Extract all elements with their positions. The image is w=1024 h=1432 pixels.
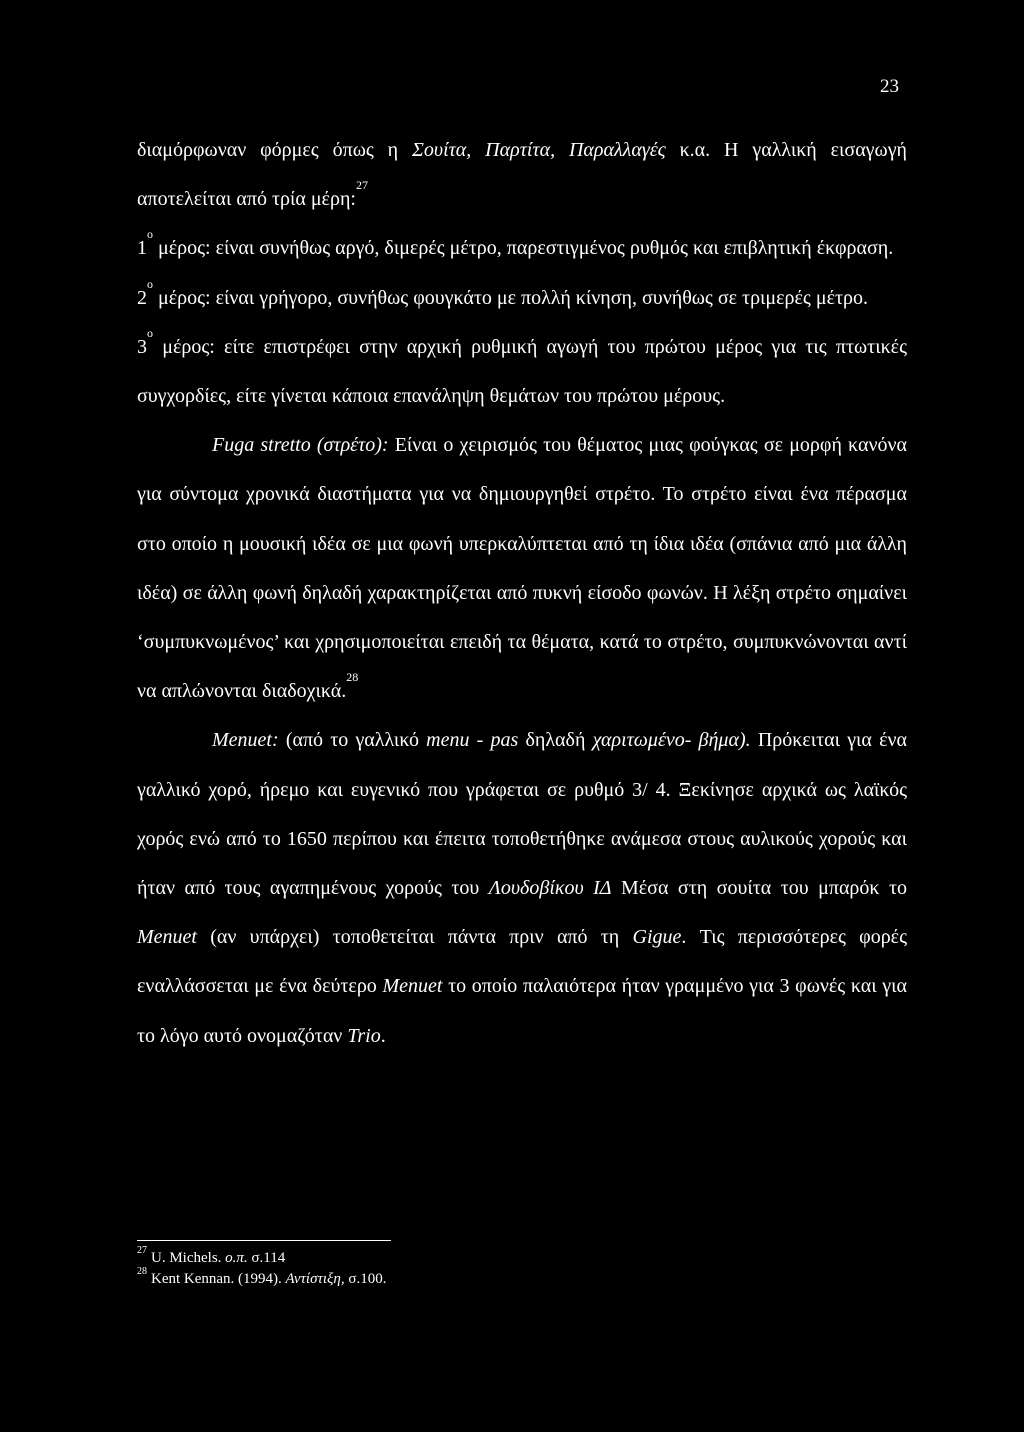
footnote-number: 28 bbox=[137, 1266, 147, 1277]
footnote-divider bbox=[137, 1240, 391, 1241]
paragraph-part-3 bbox=[137, 323, 907, 421]
footnote-text: σ.100. bbox=[344, 1271, 387, 1287]
italic-run: χαριτωμένο- βήμα). bbox=[592, 729, 751, 752]
footnote-italic: ο.π. bbox=[225, 1250, 248, 1266]
text-run: διαμόρφωναν φόρμες όπως η bbox=[137, 139, 413, 161]
italic-forms: Σουίτα, Παρτίτα, Παραλλαγές bbox=[412, 139, 666, 161]
footnote-text: U. Michels. bbox=[151, 1250, 226, 1266]
italic-run: Gigue bbox=[632, 926, 682, 949]
text-run: . Τις περισσότερες φορές εναλλάσσεται με ένα δεύτερο bbox=[137, 926, 907, 998]
italic-run: Menuet bbox=[137, 926, 197, 949]
italic-run: Λουδοβίκου ΙΔ bbox=[488, 877, 612, 900]
italic-run: menu - pas bbox=[426, 729, 519, 752]
part-number: 2 bbox=[137, 286, 147, 309]
paragraph-part-1 bbox=[137, 224, 907, 273]
text-run: Μέσα στη σουίτα του μπαρόκ το bbox=[611, 877, 907, 900]
footnote-27 bbox=[137, 1245, 837, 1269]
italic-run: Trio bbox=[347, 1024, 381, 1047]
text-run: μέρος: είναι γρήγορο, συνήθως φουγκάτο με πολλή κίνηση, συνήθως σε τριμερές μέτρο. bbox=[153, 286, 868, 309]
text-run: μέρος: είτε επιστρέφει στην αρχική ρυθμική αγωγή του πρώτου μέρος για τις πτωτικές συγχορδίες, είτε γίνεται κάποια επανάληψη θεμάτων του πρώτου μέρους. bbox=[137, 335, 907, 408]
ordinal-mark: ο bbox=[147, 276, 153, 291]
text-run: (από το γαλλικό bbox=[278, 729, 427, 752]
footnote-ref-27: 27 bbox=[355, 178, 368, 193]
paragraph-intro bbox=[137, 126, 907, 224]
footnote-ref-28: 28 bbox=[346, 670, 359, 685]
italic-run: Menuet bbox=[382, 975, 443, 998]
text-run: (αν υπάρχει) τοποθετείται πάντα πριν από τη bbox=[196, 926, 633, 949]
page-number: 23 bbox=[880, 76, 899, 97]
term-fuga-stretto: Fuga stretto (στρέτο): bbox=[212, 434, 389, 457]
footnote-text: Kent Kennan. (1994). bbox=[151, 1271, 286, 1287]
paragraph-part-2 bbox=[137, 274, 907, 323]
footnote-text: σ.114 bbox=[247, 1250, 286, 1266]
footnote-italic: Αντίστιξη, bbox=[285, 1271, 345, 1287]
footnote-28 bbox=[137, 1266, 837, 1290]
text-run: κ.α. Η γαλλική εισαγωγή αποτελείται από τρία μέρη: bbox=[137, 139, 907, 211]
footnote-number: 27 bbox=[137, 1245, 147, 1256]
text-run: δηλαδή bbox=[518, 729, 593, 752]
text-run: Πρόκειται για ένα γαλλικό χορό, ήρεμο και ευγενικό που γράφεται σε ρυθμό 3/ 4. Ξεκίνησε αρχικά ως λαϊκός χορός ενώ από το 1650 περίπου και έπειτα τοποθετήθηκε ανάμεσα στους αυλικούς χορούς και ήταν από τους αγαπημένους χορούς του bbox=[137, 729, 907, 900]
text-run: Είναι ο χειρισμός του θέματος μιας φούγκας σε μορφή κανόνα για σύντομα χρονικά διαστήματα για να δημιουργηθεί στρέτο. Το στρέτο είναι ένα πέρασμα στο οποίο η μουσική ιδέα σε μια φωνή υπερκαλύπτεται από τη ίδια ιδέα (σπάνια από μια άλλη ιδέα) σε άλλη φωνή δηλαδή χαρακτηρίζεται από πυκνή είσοδο φωνών. Η λέξη στρέτο σημαίνει ‘συμπυκνωμένος’ και χρησιμοποιείται επειδή τα θέματα, κατά το στρέτο, συμπυκνώνονται αντί να απλώνονται διαδοχικά. bbox=[137, 434, 908, 703]
text-run: . bbox=[380, 1024, 386, 1047]
part-number: 1 bbox=[137, 237, 147, 260]
ordinal-mark: ο bbox=[147, 325, 153, 340]
ordinal-mark: ο bbox=[147, 227, 153, 242]
body-text bbox=[137, 126, 907, 1061]
paragraph-menuet bbox=[137, 716, 907, 1060]
part-number: 3 bbox=[137, 335, 147, 358]
term-menuet: Menuet: bbox=[212, 729, 279, 752]
text-run: το οποίο παλαιότερα ήταν γραμμένο για 3 φωνές και για το λόγο αυτό ονομαζόταν bbox=[137, 975, 907, 1047]
text-run: μέρος: είναι συνήθως αργό, διμερές μέτρο, παρεστιγμένος ρυθμός και επιβλητική έκφραση. bbox=[153, 237, 894, 260]
paragraph-fuga-stretto bbox=[137, 421, 907, 716]
footnotes bbox=[137, 1245, 837, 1290]
